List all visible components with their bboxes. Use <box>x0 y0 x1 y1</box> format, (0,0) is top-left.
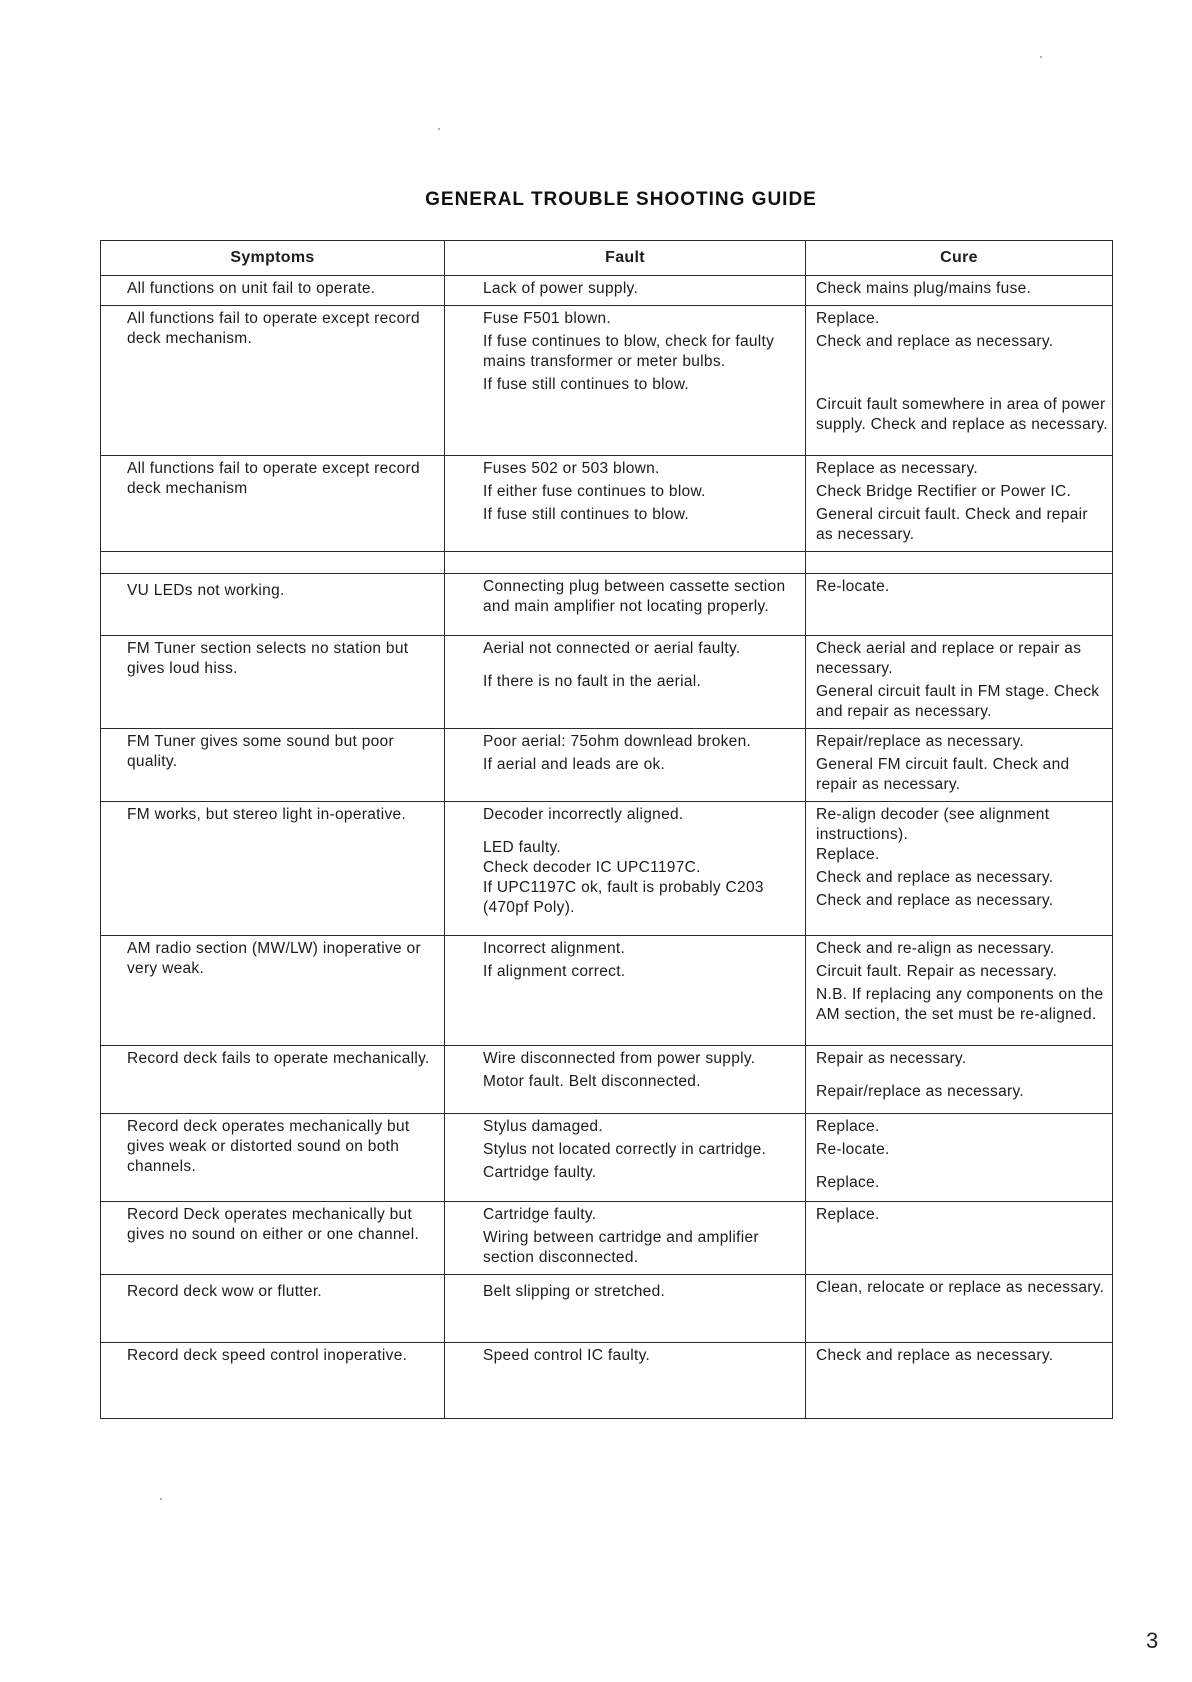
cure-text: General circuit fault. Check and repair as necessary. <box>816 506 1088 543</box>
symptom-text: Record deck wow or flutter. <box>127 1283 323 1300</box>
fault-text: If there is no fault in the aerial. <box>483 673 702 690</box>
symptom-text: Record deck operates mechanically but gives weak or distorted sound on both channels. <box>127 1118 410 1175</box>
fault-text: If fuse continues to blow, check for faulty mains transformer or meter bulbs. <box>483 333 775 370</box>
symptom-cell <box>101 456 445 552</box>
cure-text: Check and replace as necessary. <box>816 1347 1054 1364</box>
table-row <box>101 1114 1113 1202</box>
symptom-cell <box>101 276 445 306</box>
fault-text: Belt slipping or stretched. <box>483 1283 666 1300</box>
fault-cell <box>445 1046 806 1114</box>
fault-text: If fuse still continues to blow. <box>483 506 690 523</box>
table-row <box>101 729 1113 802</box>
cure-text: Check and re-align as necessary. <box>816 940 1055 957</box>
cure-text: Check and replace as necessary. <box>816 333 1054 350</box>
fault-text: If UPC1197C ok, fault is probably C203 (470pf Poly). <box>483 879 764 916</box>
fault-cell <box>445 1114 806 1202</box>
cure-cell <box>806 802 1113 936</box>
cure-text: General FM circuit fault. Check and repair as necessary. <box>816 756 1070 793</box>
cure-text: Check mains plug/mains fuse. <box>816 280 1032 297</box>
fault-cell <box>445 1202 806 1275</box>
cure-cell <box>806 636 1113 729</box>
symptom-text: AM radio section (MW/LW) inoperative or very weak. <box>127 940 421 977</box>
cure-text: General circuit fault in FM stage. Check and repair as necessary. <box>816 683 1100 720</box>
fault-text: Cartridge faulty. <box>483 1164 597 1181</box>
fault-cell <box>445 1343 806 1419</box>
cure-cell <box>806 936 1113 1046</box>
cure-text: N.B. If replacing any components on the AM section, the set must be re-aligned. <box>816 986 1104 1023</box>
fault-cell <box>445 276 806 306</box>
symptom-cell <box>101 574 445 636</box>
fault-text: Fuses 502 or 503 blown. <box>483 460 660 477</box>
cure-text: Check aerial and replace or repair as necessary. <box>816 640 1082 677</box>
fault-text: Cartridge faulty. <box>483 1206 597 1223</box>
symptom-text: All functions fail to operate except record deck mechanism. <box>127 310 420 347</box>
symptom-cell <box>101 1202 445 1275</box>
fault-text: If fuse still continues to blow. <box>483 376 690 393</box>
header-symptoms: Symptoms <box>101 241 445 276</box>
table-row <box>101 1202 1113 1275</box>
cure-cell <box>806 1343 1113 1419</box>
fault-text: Decoder incorrectly aligned. <box>483 806 684 823</box>
fault-text: Connecting plug between cassette section and main amplifier not locating properly. <box>483 578 786 615</box>
fault-cell <box>445 456 806 552</box>
cure-text: Replace as necessary. <box>816 460 978 477</box>
troubleshooting-table <box>100 240 1113 1419</box>
fault-text: Wiring between cartridge and amplifier section disconnected. <box>483 1229 759 1266</box>
symptom-text: Record Deck operates mechanically but gives no sound on either or one channel. <box>127 1206 420 1243</box>
symptom-text: FM Tuner section selects no station but gives loud hiss. <box>127 640 409 677</box>
cure-text: Re-locate. <box>816 578 890 595</box>
fault-text: LED faulty. <box>483 839 561 856</box>
symptom-cell <box>101 306 445 456</box>
fault-text: Aerial not connected or aerial faulty. <box>483 640 741 657</box>
symptom-text: All functions on unit fail to operate. <box>127 280 376 297</box>
cure-text: Re-align decoder (see alignment instructions). <box>816 806 1050 843</box>
cure-text: Check Bridge Rectifier or Power IC. <box>816 483 1072 500</box>
page-number: 3 <box>1146 1628 1159 1653</box>
table-row <box>101 1343 1113 1419</box>
fault-text: Poor aerial: 75ohm downlead broken. <box>483 733 752 750</box>
table-row <box>101 636 1113 729</box>
fault-text: Speed control IC faulty. <box>483 1347 651 1364</box>
cure-cell <box>806 1202 1113 1275</box>
fault-cell <box>445 1275 806 1343</box>
spacer <box>816 1163 1108 1173</box>
symptom-text: Record deck fails to operate mechanically. <box>127 1050 430 1067</box>
cure-text: Replace. <box>816 1174 880 1191</box>
symptom-cell <box>101 636 445 729</box>
cure-cell <box>806 1114 1113 1202</box>
cure-text: Circuit fault. Repair as necessary. <box>816 963 1058 980</box>
cure-text: Circuit fault somewhere in area of power supply. Check and replace as necessary. <box>816 396 1108 433</box>
spacer <box>816 375 1108 395</box>
symptom-text: FM Tuner gives some sound but poor quality. <box>127 733 394 770</box>
table-row <box>101 574 1113 636</box>
symptom-text: FM works, but stereo light in-operative. <box>127 806 407 823</box>
fault-text: If aerial and leads are ok. <box>483 756 666 773</box>
symptom-cell <box>101 1343 445 1419</box>
fault-cell <box>445 729 806 802</box>
cure-text: Replace. <box>816 1118 880 1135</box>
table-row <box>101 306 1113 456</box>
fault-text: Fuse F501 blown. <box>483 310 612 327</box>
symptom-cell <box>101 1275 445 1343</box>
empty-cell <box>101 552 445 574</box>
cure-text: Check and replace as necessary. <box>816 892 1054 909</box>
table-row <box>101 1046 1113 1114</box>
symptom-cell <box>101 1046 445 1114</box>
cure-cell <box>806 456 1113 552</box>
symptom-cell <box>101 802 445 936</box>
spacer <box>816 355 1108 375</box>
empty-row <box>101 552 1113 574</box>
symptom-text: All functions fail to operate except record deck mechanism <box>127 460 420 497</box>
spacer <box>483 828 799 838</box>
cure-cell <box>806 306 1113 456</box>
fault-text: Motor fault. Belt disconnected. <box>483 1073 701 1090</box>
cure-text: Replace. <box>816 1206 880 1223</box>
header-fault: Fault <box>445 241 806 276</box>
symptom-text: Record deck speed control inoperative. <box>127 1347 408 1364</box>
table-row <box>101 276 1113 306</box>
fault-text: Incorrect alignment. <box>483 940 626 957</box>
cure-text: Replace. <box>816 846 880 863</box>
table-header-row <box>101 241 1113 276</box>
table-row <box>101 456 1113 552</box>
symptom-cell <box>101 936 445 1046</box>
empty-cell <box>445 552 806 574</box>
cure-text: Clean, relocate or replace as necessary. <box>816 1279 1105 1296</box>
fault-cell <box>445 636 806 729</box>
fault-text: If either fuse continues to blow. <box>483 483 706 500</box>
fault-text: Stylus not located correctly in cartridge. <box>483 1141 767 1158</box>
fault-text: Lack of power supply. <box>483 280 639 297</box>
fault-text: Check decoder IC UPC1197C. <box>483 859 701 876</box>
empty-cell <box>806 552 1113 574</box>
table-row <box>101 1275 1113 1343</box>
cure-text: Repair/replace as necessary. <box>816 1083 1024 1100</box>
cure-cell <box>806 1275 1113 1343</box>
spacer <box>483 662 799 672</box>
table-row <box>101 936 1113 1046</box>
cure-cell <box>806 1046 1113 1114</box>
fault-text: If alignment correct. <box>483 963 626 980</box>
cure-text: Replace. <box>816 310 880 327</box>
spacer <box>816 1072 1108 1082</box>
fault-cell <box>445 802 806 936</box>
fault-text: Stylus damaged. <box>483 1118 603 1135</box>
cure-text: Check and replace as necessary. <box>816 869 1054 886</box>
symptom-cell <box>101 729 445 802</box>
cure-cell <box>806 574 1113 636</box>
symptom-cell <box>101 1114 445 1202</box>
cure-text: Repair/replace as necessary. <box>816 733 1024 750</box>
cure-text: Repair as necessary. <box>816 1050 967 1067</box>
cure-cell <box>806 729 1113 802</box>
fault-cell <box>445 306 806 456</box>
symptom-text: VU LEDs not working. <box>127 582 285 599</box>
fault-cell <box>445 936 806 1046</box>
table-row <box>101 802 1113 936</box>
page-title: GENERAL TROUBLE SHOOTING GUIDE <box>425 189 817 210</box>
header-cure: Cure <box>806 241 1113 276</box>
fault-cell <box>445 574 806 636</box>
cure-cell <box>806 276 1113 306</box>
cure-text: Re-locate. <box>816 1141 890 1158</box>
fault-text: Wire disconnected from power supply. <box>483 1050 756 1067</box>
